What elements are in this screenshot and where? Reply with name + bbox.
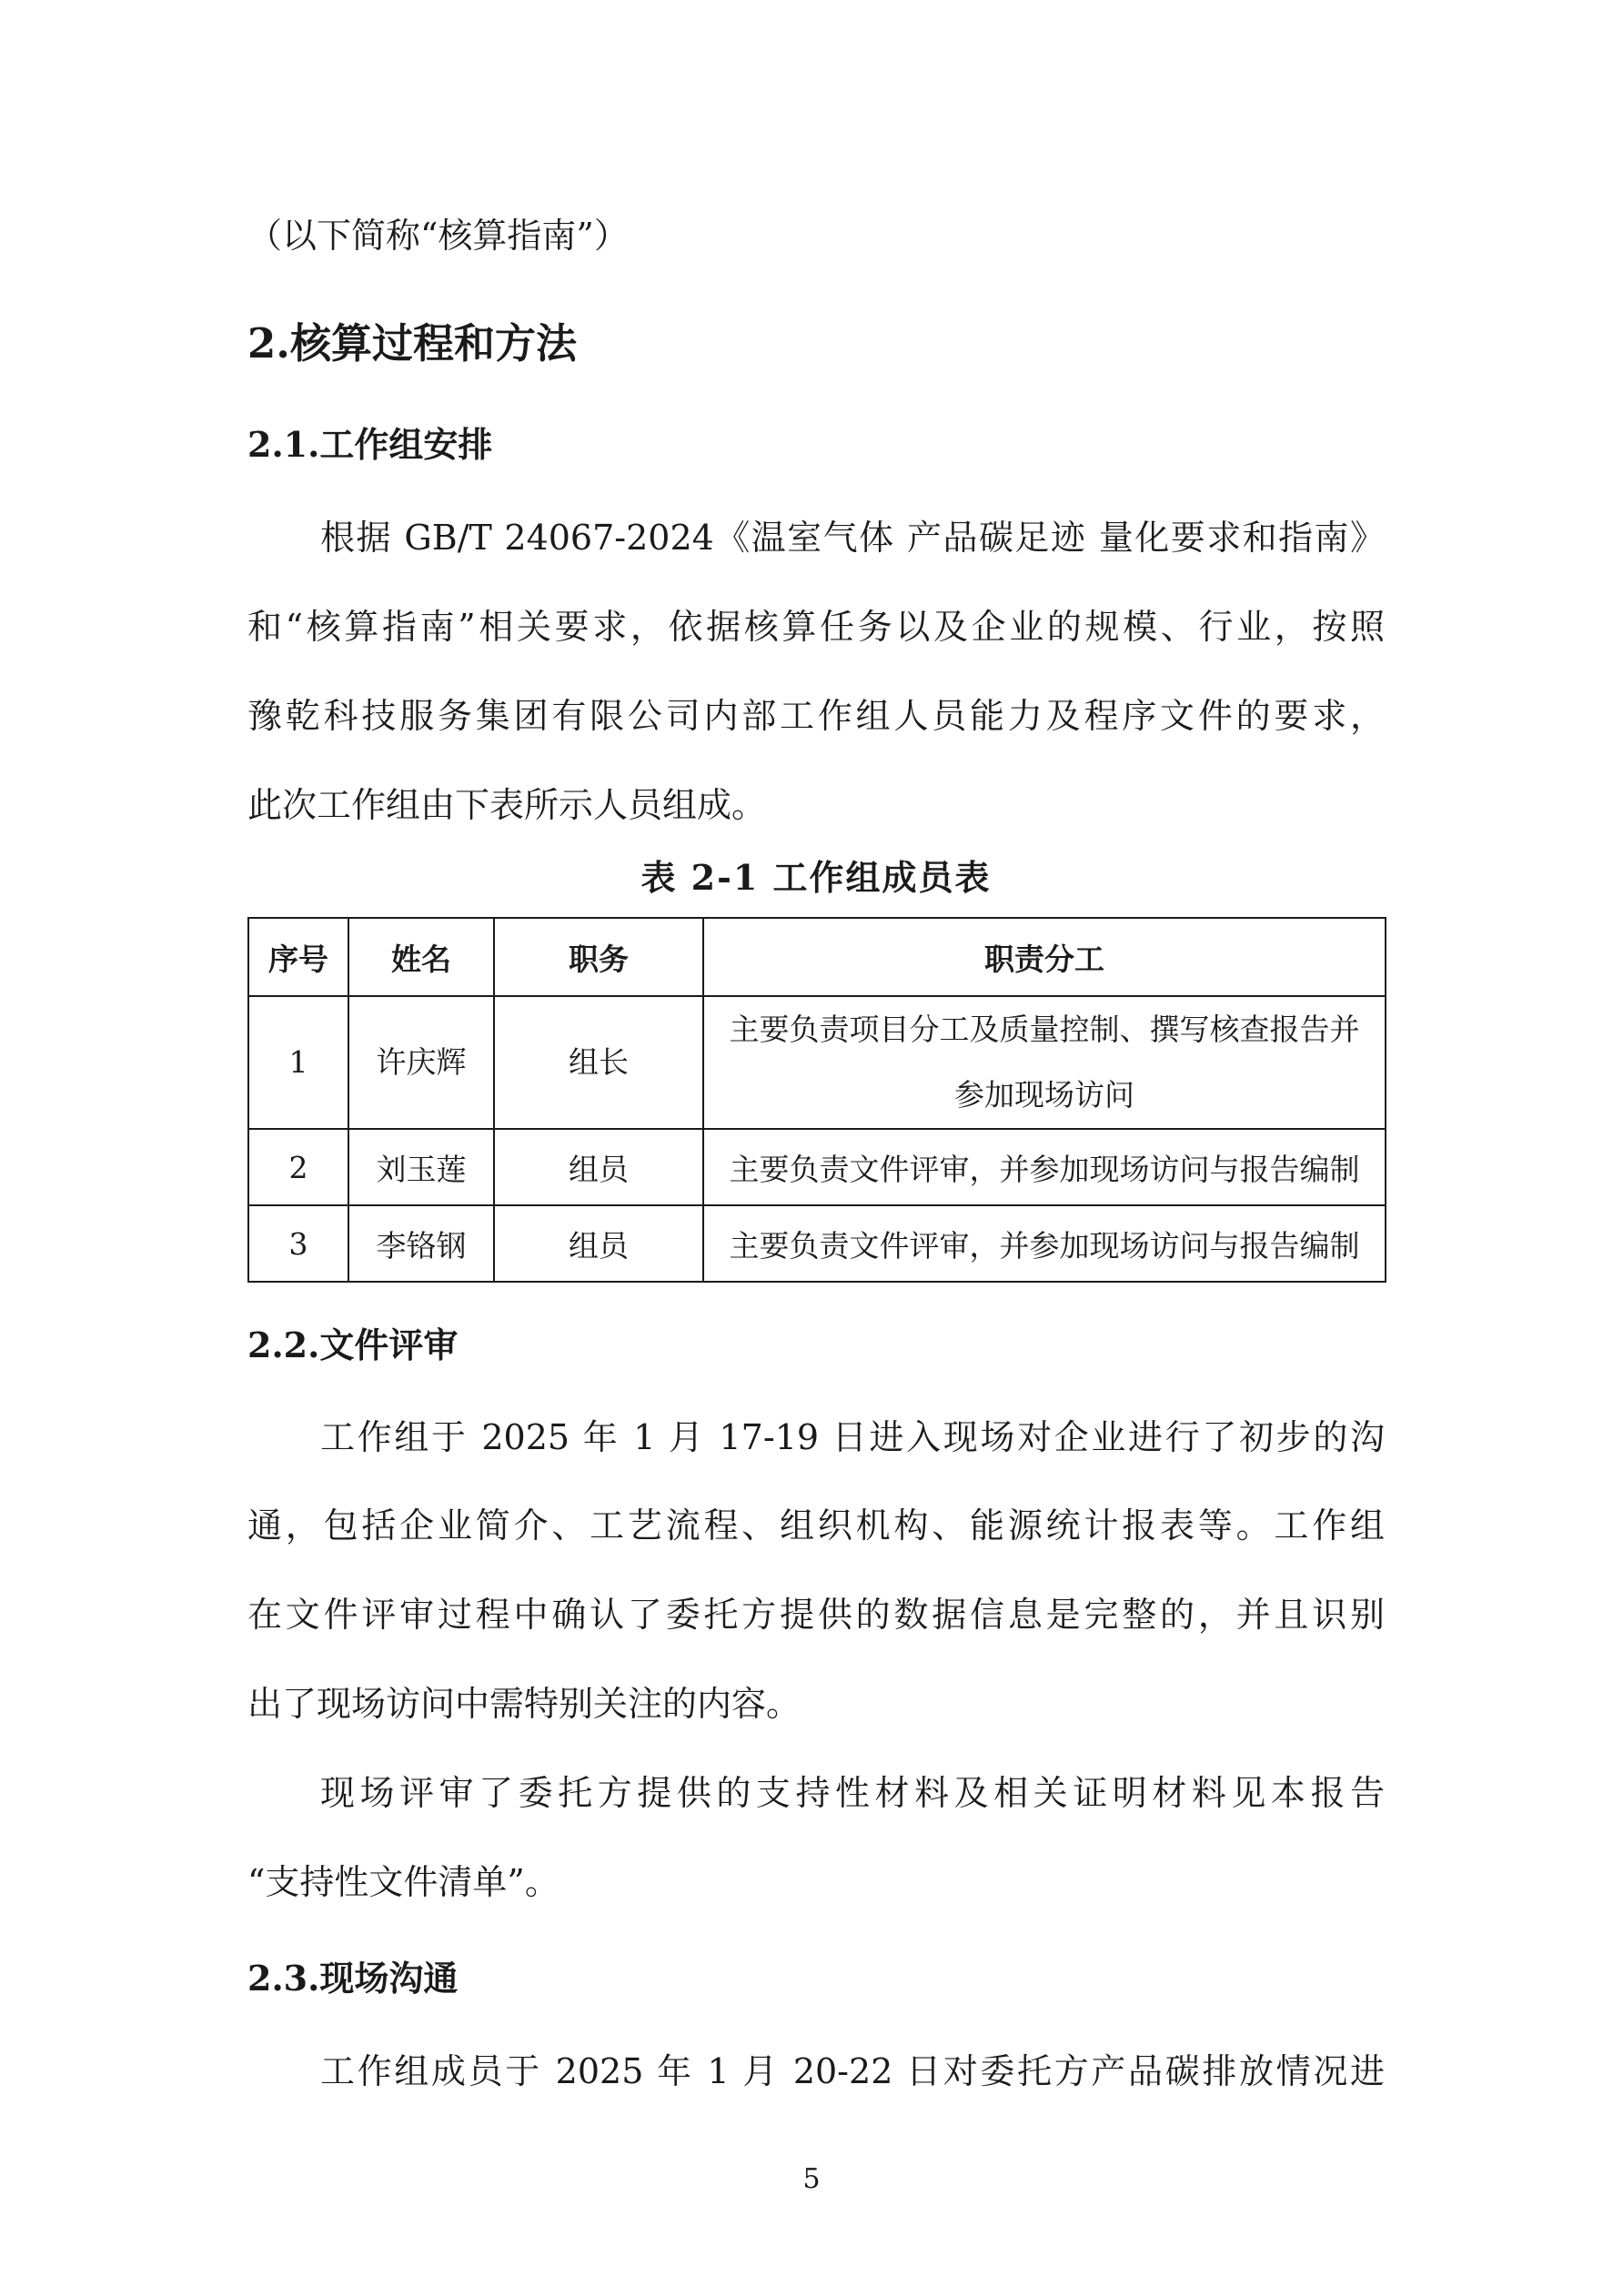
cell-name: 刘玉莲 (348, 1129, 494, 1205)
cell-role: 组长 (494, 996, 703, 1129)
cell-name: 许庆辉 (348, 996, 494, 1129)
paragraph-line: 工作组于 2025 年 1 月 17-19 日进入现场对企业进行了初步的沟 (320, 1417, 1385, 1457)
paragraph-line: 此次工作组由下表所示人员组成。 (247, 785, 767, 825)
section-2-1-heading: 2.1.工作组安排 (247, 424, 493, 465)
duty-line: 主要负责项目分工及质量控制、撰写核查报告并 (729, 1012, 1360, 1047)
cell-duty (703, 996, 1386, 1129)
table-row (248, 996, 1386, 1129)
paragraph-line: 根据 GB/T 24067-2024《温室气体 产品碳足迹 量化要求和指南》 (320, 518, 1385, 558)
duty-line: 参加现场访问 (954, 1077, 1134, 1113)
cell-role: 组员 (494, 1205, 703, 1282)
cell-name: 李铬钢 (348, 1205, 494, 1282)
paragraph-line: 现场评审了委托方提供的支持性材料及相关证明材料见本报告 (320, 1773, 1385, 1813)
intro-line: （以下简称“核算指南”） (247, 216, 629, 256)
members-table (247, 917, 1386, 1283)
section-2-2-heading: 2.2.文件评审 (247, 1324, 459, 1365)
cell-no: 1 (248, 996, 348, 1129)
header-name: 姓名 (348, 918, 494, 996)
header-role: 职务 (494, 918, 703, 996)
section-2-heading: 2.核算过程和方法 (247, 319, 577, 368)
paragraph-line: “支持性文件清单”。 (247, 1862, 559, 1902)
cell-duty: 主要负责文件评审，并参加现场访问与报告编制 (703, 1205, 1386, 1282)
header-no: 序号 (248, 918, 348, 996)
paragraph-line: 在文件评审过程中确认了委托方提供的数据信息是完整的，并且识别 (247, 1595, 1385, 1635)
paragraph-line: 和“核算指南”相关要求，依据核算任务以及企业的规模、行业，按照 (247, 607, 1385, 647)
table-row (248, 1129, 1386, 1205)
table-caption: 表 2-1 工作组成员表 (640, 857, 992, 898)
cell-role: 组员 (494, 1129, 703, 1205)
cell-no: 2 (248, 1129, 348, 1205)
table-header-row (248, 918, 1386, 996)
cell-duty: 主要负责文件评审，并参加现场访问与报告编制 (703, 1129, 1386, 1205)
table-row (248, 1205, 1386, 1282)
header-duty: 职责分工 (703, 918, 1386, 996)
paragraph-line: 通，包括企业简介、工艺流程、组织机构、能源统计报表等。工作组 (247, 1505, 1385, 1546)
cell-no: 3 (248, 1205, 348, 1282)
paragraph-line: 豫乾科技服务集团有限公司内部工作组人员能力及程序文件的要求， (247, 696, 1385, 736)
paragraph-line: 出了现场访问中需特别关注的内容。 (247, 1684, 801, 1724)
section-2-3-heading: 2.3.现场沟通 (247, 1958, 459, 1999)
paragraph-line: 工作组成员于 2025 年 1 月 20-22 日对委托方产品碳排放情况进 (320, 2051, 1385, 2091)
page-number: 5 (802, 2163, 821, 2195)
